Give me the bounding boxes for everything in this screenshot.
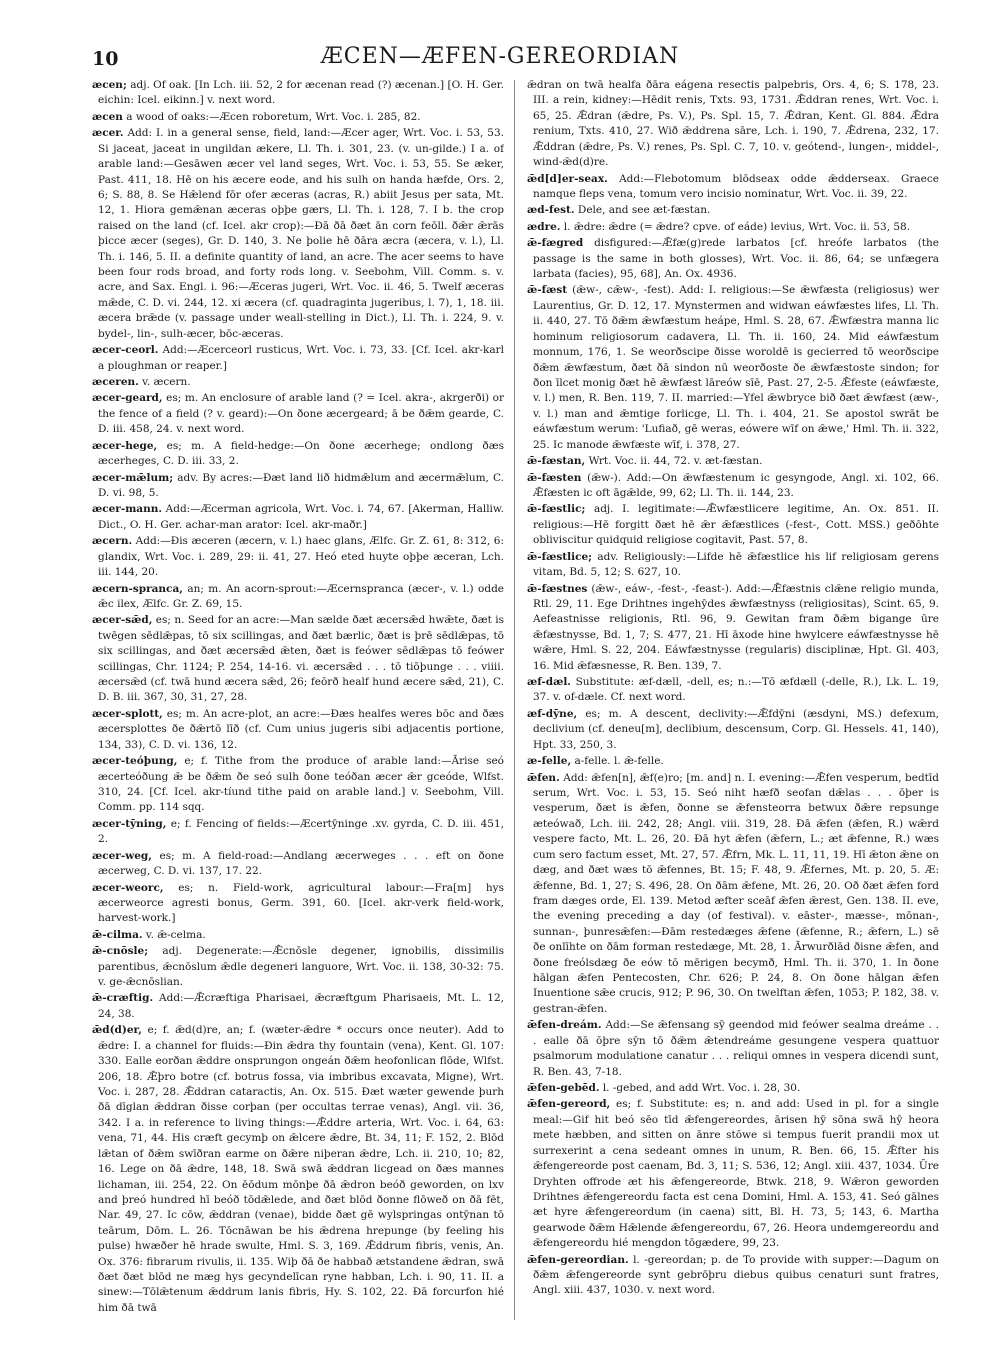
dictionary-entry	[527, 707, 939, 753]
entry-body: an; m. An acorn-sprout:—Æcernspranca (æcer-, v. l.) odde ǣc ilex, Ælfc. Gr. Z. 69, 15.	[98, 582, 504, 610]
entry-headword: ǣ-cnōsle;	[92, 945, 149, 958]
dictionary-entry	[527, 471, 939, 502]
column-divider	[514, 80, 515, 1320]
entry-headword: ǣfen-gereord,	[527, 1098, 611, 1111]
dictionary-entry	[92, 471, 504, 502]
dictionary-entry	[92, 944, 504, 990]
dictionary-entry	[527, 754, 939, 769]
dictionary-entry	[527, 502, 939, 548]
entry-headword: ǣ-fæst	[527, 284, 568, 297]
dictionary-entry	[527, 220, 939, 235]
entry-body: es; m. An enclosure of arable land (? = Icel. akra-, akrgerði) or the fence of a field (? v. geard):—On ðone æcergeard; ā be ðǣm gearde, C. D. iii. 458, 24. v. next word.	[98, 392, 504, 436]
dictionary-entry	[92, 375, 504, 390]
entry-headword: æcer-weorc,	[92, 881, 164, 894]
dictionary-entry	[527, 1081, 939, 1096]
entry-body: e; f. Tithe from the produce of arable land:—Ārise seó æcerteóðung ǣ be ðǣm ðe seó sulh ðone teóðan æcer ǣr gceóde, Wlfst. 310, 24. [Cf. Icel. akr-tíund tithe paid on arable land.] v. Seebohm, Vill. Comm. pp. 114 sqq.	[98, 755, 504, 814]
dictionary-entry	[527, 78, 939, 171]
entry-body: l. -gereordan; p. de To provide with supper:—Dagum on ðǣm ǣfengereorde synt gebrōþru diebus quibus cenaturi sunt fratres, Angl. xiii. 437, 1030. v. next word.	[533, 1253, 939, 1297]
entry-headword: ǣfen-dreám.	[527, 1019, 602, 1032]
entry-headword: ædre.	[527, 220, 561, 233]
entry-body: a-felle. l. ǣ-felle.	[574, 755, 664, 768]
entry-headword: æ-felle,	[527, 755, 572, 768]
dictionary-entry	[527, 1253, 939, 1299]
entry-headword: ǣ-cræftig.	[92, 992, 154, 1005]
dictionary-entry	[527, 454, 939, 469]
dictionary-entry	[527, 1097, 939, 1251]
dictionary-entry	[92, 1023, 504, 1316]
dictionary-entry	[527, 582, 939, 675]
dictionary-entry	[92, 343, 504, 374]
entry-headword: ǣfen.	[527, 771, 560, 784]
entry-body: l. -gebed, and add Wrt. Voc. i. 28, 30.	[602, 1082, 801, 1094]
entry-body: es; m. A field-road:—Andlang æcerweges . . . eft on ðone æcerweg, C. D. vi. 137, 17. 22.	[98, 849, 504, 878]
page-number: 10	[92, 48, 119, 70]
entry-headword: ǣ-fæstlic;	[527, 503, 586, 516]
entry-body: es; f. Substitute: es; n. and add: Used in pl. for a single meal:—Gif hit beó sēo tīd ǣfengereordes, ārisen hȳ sōna swā hȳ heora mete hæbben, and sitten on ānre stōwe si tempus fuerit prandii mox ut surrexerint a cena sedeant omnes in unum, R. Ben. 66, 15. Ǣfter his ǣfengereorde post caenam, Bd. 3, 11; S. 536, 12; Angl. xiii. 437, 1034. Ūre Dryhten offrode æt his ǣfengereorde, Btwk. 218, 9. Wǣron geworden Drihtnes ǣfengereordu facta est cena Domini, Hml. A. 153, 41. Seó gālnes æt hyre ǣfengereordum (in caena) sitt, Bl. H. 73, 5; 143, 6. Martha gearwode ðǣm Hǣlende ǣfengereordu, 67, 26. Heora undemgereordu and ǣfengereordu hié mengdon tōgædere, 99, 23.	[533, 1098, 939, 1250]
entry-headword: æcer-mann.	[92, 503, 163, 516]
entry-body: es; m. A descent, declivity:—Ǣfdȳni (æsdyni, MS.) defexum, declivium (cf. deneu[m], declibium, descensum, Corp. Gl. Hessels. 41, 140), Hpt. 33, 250, 3.	[533, 707, 939, 751]
dictionary-entry	[92, 881, 504, 927]
entry-body: adv. By acres:—Ðæt land lið hidmǣlum and æcermǣlum, C. D. vi. 98, 5.	[98, 471, 504, 499]
dictionary-entry	[527, 203, 939, 218]
dictionary-entry	[92, 991, 504, 1022]
entry-headword: æcer-ceorl.	[92, 344, 159, 357]
entry-body: disfigured:—Ǣfæ(g)rede larbatos [cf. hreófe larbatos (the passage is the same in both glosses), Wrt. Voc. ii. 86, 64; se unfægera larbata (facies), 95, 68], An. Ox. 4936.	[533, 237, 939, 281]
entry-headword: æcer.	[92, 127, 124, 140]
dictionary-entry	[92, 439, 504, 470]
dictionary-entry	[92, 110, 504, 125]
left-column	[92, 78, 504, 1328]
entry-body: ǣdran on twā healfa ðāra eágena resectis palpebris, Ors. 4, 6; S. 178, 23. III. a rein, kidney:—Hēdit renis, Txts. 93, 1731. Ǣddran renes, Wrt. Voc. i. 65, 25. Ǣdran (ǣdre, Ps. V.), Ps. Spl. 15, 7. Ǣdran, Kent. Gl. 884. Ǣdra renium, Txts. 410, 27. Wið ǣddrena sāre, Lch. i. 190, 7. Ǣdrena, 232, 17. Ǣddran (ǣdre, Ps. V.) renes, Ps. Spl. C. 7, 10. v. geótend-, lungen-, middel-, wind-ǣd(d)re.	[527, 79, 939, 169]
dictionary-entry	[92, 391, 504, 437]
entry-headword: æceren.	[92, 376, 139, 389]
running-head	[0, 40, 1000, 72]
entry-headword: æcer-tȳning,	[92, 817, 167, 830]
entry-headword: ǣ-fæstlice;	[527, 550, 593, 563]
entry-headword: æcern-spranca,	[92, 582, 183, 595]
dictionary-entry	[527, 172, 939, 203]
entry-body: v. æcern.	[142, 376, 191, 389]
dictionary-entry	[92, 126, 504, 342]
entry-headword: æf-dæl.	[527, 676, 571, 689]
entry-headword: æcer-splott,	[92, 707, 163, 720]
entry-body: Add: ǣfen[n], ǣf(e)ro; [m. and] n. I. evening:—Ǣfen vesperum, bedtīd serum, Wrt. Voc. i. 53, 15. Seó niht hæfð seofan dǣlas . . . ōþer is vesperum, ðæt is ǣfen, ðonne se ǣfensteorra betwux ðǣre repsunge æteówað, Lch. iii. 242, 28; Angl. viii. 319, 28. Ðā ǣfen (ǣfen, R.) wǣrd vespere facto, Mt. L. 26, 20. Ðā hyt ǣfen (ǣfern, L.; æt ǣfenne, R.) wæs cum sero factum esset, Mt. 27, 57. Ǣfrn, Mk. L. 11, 11, 19. Hī ǣton ǣne on dæg, and ðæt wæs tō ǣfennes, Bt. 15; F. 48, 9. Ǣfernes, Mt. p. 20, 5. Æ: ǣfenne, Bd. 1, 27; S. 496, 28. On ðām ǣfene, Mt. 26, 20. Oð ðæt ǣfen ford fram dæges orde, El. 139. Metod æfter sceāf ǣfen ǣrest, Gen. 138. II. eve, the evening preceding a day (of festival). v. eāster-, mæsse-, mōnan-, sunnan-, þunresǣfen:—Ðām restedæges ǣfene (ǣfenne, R.; ǣfern, L.) sē ðe onlīhte on ðām forman restedæge, Mt. 28, 1. Ārwurðlād ðisne ǣfen, and ðone freólsdæg ðe eów tō mērigen becymð, Hml. Th. ii. 370, 1. In ðone hālgan ǣfen Pentecosten, Chr. 626; P. 24, 8. On ðone hālgan ǣfen Inuentione sǣe crucis, 912; P. 96, 30. On twelftan ǣfen, 1053; P. 182, 38. v. gestran-ǣfen.	[533, 771, 939, 1015]
entry-body: e; f. ǣd(d)re, an; f. (wæter-ǣdre * occurs once neuter). Add to ǣdre: I. a channel for fluids:—Ðin ǣdra thy fountain (vena), Kent. Gl. 107: 330. Ealle eorðan ǣddre onsprungon ongeán ðǣm heofonlican flōde, Wlfst. 206, 18. Ǣþro botre (cf. botrus fossa, via imbribus excavata, Migne), Wrt. Voc. i. 287, 28. Ǣddran cataractis, An. Ox. 515. Ðæt wæter gewende þurh ðā dīglan ǣddran ðisse corþan (per occultas terrae venas), Angl. vii. 36, 342. I a. in reference to living things:—Ǣddre arteria, Wrt. Voc. i. 64, 63: vena, 71, 44. His cræft gecymþ on ǣlcere ǣdre, Bt. 34, 11; F. 152, 2. Blōd lǣtan of ðǣm swīðran earme on ðǣre niþeran ǣdre, Lch. ii. 210, 10; 82, 16. Lege on ðā ǣdre, 148, 18. Swā swā ǣddran licgead on ðæs mannes lichaman, iii. 254, 22. On ēōdum mōnþe ðā ǣdron beóð geworden, on lxv and þreó hundred hī beóð tōdǣlede, and ðæt blōd ðonne flōweð on ðā fēt, Nar. 49, 27. Ic cōw, ǣddran (venae), bidde ðæt gē wylspringas ontȳnan tō teārum, Dōm. L. 26. Tōcnāwan be his ǣdrena hrepunge (by feeling his pulse) hwæðer hē hrade swulte, Hml. S. 3, 169. Ǣddrum fibris, venis, An. Ox. 376: fibrarum rivulis, ii. 135. Wiþ ðā ðe habbað ætstandene ǣdran, swā ðæt ðæt blōd ne mæg hys gecyndelīcan ryne habban, Lch. i. 90, 11. II. a sinew:—Tōlǣtenum ǣddrum lanis fibris, Hy. S. 102, 22. Ðā forcurfon hié him ðā twā	[98, 1024, 504, 1314]
entry-headword: ǣfen-gereordian.	[527, 1253, 629, 1266]
dictionary-entry	[527, 675, 939, 706]
dictionary-entry	[92, 78, 504, 109]
entry-headword: ǣ-cilma.	[92, 928, 143, 941]
entry-body: Add:—Se ǣfensang sȳ geendod mid feówer sealma dreáme . . . ealle ðā ōþre sȳn tō ðǣm ǣtendreáme gesungene vespera quattuor psalmorum modulatione canatur . . . reliqui omnes in vespera dicendi sunt, R. Ben. 43, 7-18.	[533, 1019, 939, 1078]
entry-headword: æf-dȳne,	[527, 707, 578, 720]
entry-body: adj. Degenerate:—Ǣcnōsle degener, ignobilis, dissimilis parentibus, ǣcnōslum ǣdle degeneri languore, Wrt. Voc. ii. 138, 30-32: 75. v. ge-ǣcnōslian.	[98, 945, 504, 989]
entry-body: es; n. Field-work, agricultural labour:—Fra[m] hys æcerweorce agresti bonus, Germ. 391, 60. [Icel. akr-verk field-work, harvest-work.]	[98, 881, 504, 925]
dictionary-entry	[92, 754, 504, 816]
dictionary-entry	[92, 502, 504, 533]
dictionary-entry	[527, 283, 939, 453]
entry-headword: æcer-weg,	[92, 849, 152, 862]
dictionary-entry	[527, 236, 939, 282]
entry-body: a wood of oaks:—Æcen roboretum, Wrt. Voc. i. 285, 82.	[126, 110, 421, 123]
dictionary-entry	[527, 550, 939, 581]
entry-body: (ǣw-, eáw-, -fest-, -feast-). Add:—Ǣfæstnis clǣne religio munda, Rtl. 29, 11. Ege Drihtnes ingehȳdes ǣwfæstnyss (religiositas), Scint. 65, 9. Aefeastnisse religionis, Rtl. 96, 9. Gewitan fram ðǣm bigange ūre ǣfæstnysse, Bd. 1, 7; S. 477, 21. Hī āxode hine hwylcere eáwfæstnysse hē wǣre, Hml. S. 22, 204. Eáwfæstnysse (regularis) disciplinæ, Hpt. Gl. 403, 16. Mid ǣfæsnesse, R. Ben. 139, 7.	[533, 582, 939, 672]
entry-body: Wrt. Voc. ii. 44, 72. v. æt-fæstan.	[588, 455, 763, 468]
entry-body: adj. Of oak. [In Lch. iii. 52, 2 for æcenan read (?) æcenan.] [O. H. Ger. eichin: Icel. eikinn.] v. next word.	[98, 79, 504, 107]
entry-body: es; n. Seed for an acre:—Man sælde ðæt æcersǣd hwǣte, ðæt is twēgen sēdlǣpas, tō six scillingas, and ðæt bærlic, ðæt is þrē sēdlǣpas, tō six scillingas, and ðæt æcersǣd ǣten, ðæt is feówer sēdlǣpas tō feówer scillingas, Chr. 1124; P. 254, 14-16. vi. æcersǣd . . . tō tiōþunge . . . viiii. æcersǣd (cf. twā hund æcera sǣd, 26; feōrð healf hund æcere sǣd, 21), C. D. B. iii. 367, 30, 31, 27, 28.	[98, 614, 504, 704]
dictionary-entry	[527, 1018, 939, 1080]
entry-body: es; m. A field-hedge:—On ðone æcerhege; ondlong ðæs æcerheges, C. D. iii. 33, 2.	[98, 439, 504, 468]
entry-body: e; f. Fencing of fields:—Æcertȳninge .xv. gyrda, C. D. iii. 451, 2.	[98, 817, 504, 846]
entry-headword: ǣfen-gebēd.	[527, 1082, 600, 1094]
entry-headword: ǣd[d]er-seax.	[527, 172, 608, 185]
entry-body: v. ǣ-celma.	[145, 928, 206, 941]
entry-body: (ǣw-, cǣw-, -fest). Add: I. religious:—Se ǣwfæsta (religiosus) wer Laurentius, Gr. D. 12, 17. Mynstermen and widwan eáwfæstes lifes, Ll. Th. ii. 440, 27. Tō ðǣm ǣwfæstum heápe, Hml. S. 28, 67. Ǣwfæstra manna lic hominum religiosorum cadavera, Ll. Th. ii. 160, 24. Mid eáwfæstum monnum, 176, 1. Se weorðscipe ðisse woroldē is gecierred tō weorðscipe ðǣm ǣwfæstum, ðæt ðā sindon nū weorðoste ðe ǣwfæstoste sindon; for ðon īlcet monig ðæt hē ǣwfæst lāreów sīē, Past. 27, 2-5. Ǣfeste (eáwfæste, v. l.) men, R. Ben. 119, 7. II. married:—Yfel ǣwbryce bið ðæt ǣwfæst (æw-, v. l.) man and ǣmtige forlicge, Ll. Th. i. 404, 21. Se apostol swrāt be eáwfæstum werum: 'Lufiað, gē weras, eówere wīf on ǣwe,' Hml. Th. ii. 322, 25. Ic manode ǣwfæste wīf, i. 378, 27.	[533, 284, 939, 451]
entry-body: Add:—Flebotomum blōdseax odde ǣdderseax. Graece namque fleps vena, tomum vero incisio nominatur, Wrt. Voc. ii. 39, 22.	[533, 172, 939, 200]
dictionary-entry	[527, 771, 939, 1018]
entry-headword: æd-fest.	[527, 204, 575, 217]
entry-headword: æcen;	[92, 79, 127, 91]
entry-body: Dele, and see æt-fæstan.	[577, 204, 711, 217]
dictionary-entry	[92, 582, 504, 613]
entry-headword: æcen	[92, 110, 123, 123]
dictionary-entry	[92, 817, 504, 848]
entry-body: Add:—Ðis æceren (æcern, v. l.) haec glans, Ælfc. Gr. Z. 61, 8: 312, 6: glandix, Wrt. Voc. i. 289, 29: ii. 41, 27. Heó eted huyte oþþe æceran, Lch. iii. 144, 20.	[98, 535, 504, 579]
entry-headword: æcer-sǣd,	[92, 614, 153, 627]
dictionary-entry	[92, 849, 504, 880]
entry-headword: ǣ-fægred	[527, 237, 584, 250]
entry-headword: ǣ-fæstan,	[527, 455, 586, 468]
entry-headword: ǣ-fæsten	[527, 471, 582, 484]
entry-headword: ǣ-fæstnes	[527, 582, 588, 595]
entry-body: l. ǣdre: ǣdre (= ǣdre? cpve. of eáde) levius, Wrt. Voc. ii. 53, 58.	[563, 220, 911, 233]
dictionary-entry	[92, 613, 504, 706]
entry-body: adv. Religiously:—Lifde hē ǣfæstlice his lif religiosam gerens vitam, Bd. 5, 12; S. 627, 10.	[533, 550, 939, 579]
entry-body: adj. I. legitimate:—Ǣwfæstlicere legitime, An. Ox. 851. II. religious:—Hē forgitt ðæt hē ǣr ǣfæstlices (-fest-, Cott. MSS.) geðōhte obliviscitur quidquid religiose cogitavit, Past. 57, 8.	[533, 503, 939, 547]
entry-headword: æcer-geard,	[92, 392, 163, 405]
dictionary-entry	[92, 534, 504, 580]
entry-headword: æcern.	[92, 535, 133, 548]
entry-body: (ǣw-). Add:—On ǣwfæstenum ic gesyngode, Angl. xi. 102, 66. Ǣfæsten ic oft āgǣlde, 99, 62; Ll. Th. ii. 144, 23.	[533, 471, 939, 499]
entry-headword: æcer-teóþung,	[92, 755, 178, 768]
entry-headword: æcer-hege,	[92, 439, 158, 452]
entry-headword: ǣd(d)er,	[92, 1024, 142, 1037]
entry-body: Add:—Æcerceorl rusticus, Wrt. Voc. i. 73, 33. [Cf. Icel. akr-karl a ploughman or reaper.]	[98, 344, 504, 372]
entry-body: es; m. An acre-plot, an acre:—Ðæs healfes weres bōc and ðæs æcersplottes ðe ðǣrtō līð (cf. Cum unius jugeris sibi adjacentis portione, 134, 33), C. D. vi. 136, 12.	[98, 707, 504, 751]
entry-body: Add: I. in a general sense, field, land:—Æcer ager, Wrt. Voc. i. 53, 53. Si jaceat, jaceat in ungildan ækere, Ll. Th. i. 301, 23. (v. un-gilde.) I a. of arable land:—Gesāwen æcer vel land seges, Wrt. Voc. i. 53, 55. Se æker, Past. 411, 18. Hē on his æcere eode, and his sulh on handa hæfde, Ors. 2, 6; S. 88, 8. Se Hǣlend fōr ofer æceras (acras, R.) abiit Jesus per sata, Mt. 12, 1. Hiora gemǣnan æceras oþþe gærs, Ll. Th. i. 128, 7. I b. the crop raised on the land (cf. Icel. akr crop):—Ðā ðā ðæt ān corn feōll. ðǣr ǣrās þicce æcer (seges), Gr. D. 140, 3. Ne þolie hē ðāra æcra (æcera, v. l.), Ll. Th. i. 146, 5. II. a definite quantity of land, an acre. The acer seems to have been four rods broad, and forty rods long. v. Seebohm, Vill. Comm. s. v. acre, and Sax. Engl. i. 96:—Æceras jugeri, Wrt. Voc. ii. 46, 5. Twelf æceras mǣde, C. D. vi. 244, 12. xi æcera (cf. quadraginta jugeribus, l. 7), 1, 18. iii. æcera brǣde (v. passage under weall-stelling in Dict.), Ll. Th. i. 224, 9. v. bydel-, lin-, sulh-æcer, bōc-æceras.	[98, 127, 504, 340]
dictionary-entry	[92, 707, 504, 753]
entry-body: Add:—Ǣcræftiga Pharisaei, ǣcræftgum Pharisaeis, Mt. L. 12, 24, 38.	[98, 992, 504, 1020]
entry-body: Add:—Æcerman agricola, Wrt. Voc. i. 74, 67. [Akerman, Halliw. Dict., O. H. Ger. achar-man arator: Icel. akr-maðr.]	[98, 503, 504, 531]
page-title: ÆCEN—ÆFEN-GEREORDIAN	[320, 44, 680, 69]
entry-body: Substitute: æf-dæll, -dell, es; n.:—Tō æfdæll (-delle, R.), Lk. L. 19, 37. v. of-dæle. Cf. next word.	[533, 676, 939, 704]
entry-headword: æcer-mǣlum;	[92, 471, 174, 484]
dictionary-entry	[92, 928, 504, 943]
right-column	[527, 78, 939, 1328]
